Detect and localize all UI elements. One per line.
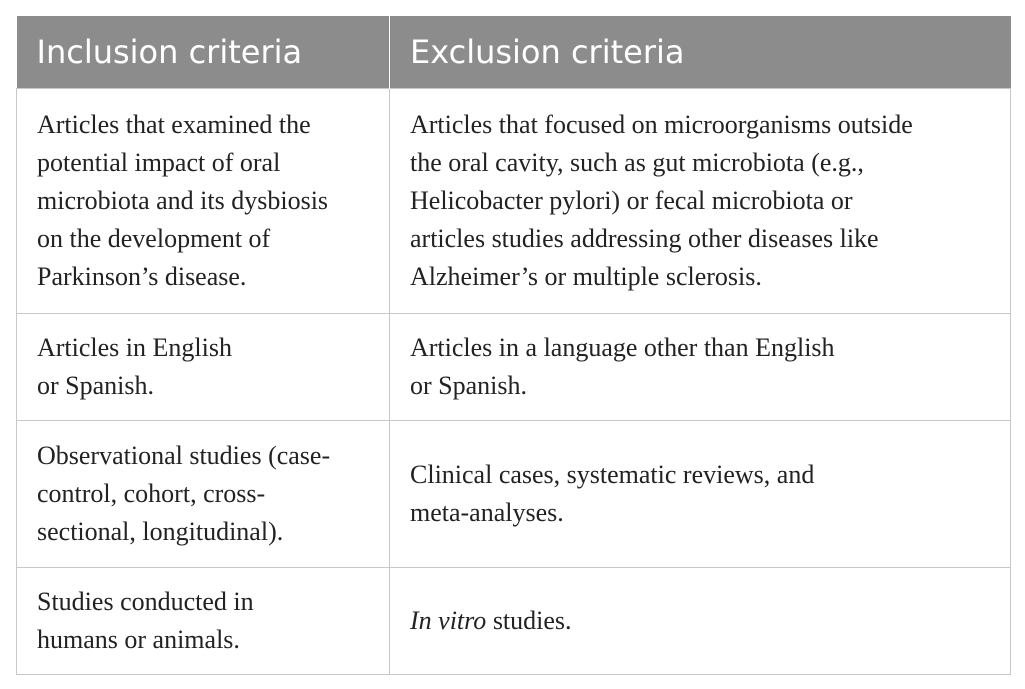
cell-line: Alzheimer’s or multiple sclerosis. bbox=[410, 262, 762, 291]
header-exclusion-criteria: Exclusion criteria bbox=[390, 16, 1011, 89]
cell-text: studies. bbox=[486, 606, 572, 635]
cell-line: Observational studies (case- bbox=[37, 441, 331, 470]
inclusion-cell bbox=[17, 89, 390, 314]
exclusion-cell bbox=[390, 421, 1011, 568]
cell-line: potential impact of oral bbox=[37, 148, 281, 177]
table-row bbox=[17, 314, 1011, 421]
cell-line: control, cohort, cross- bbox=[37, 479, 266, 508]
cell-line: or Spanish. bbox=[37, 371, 154, 400]
header-row bbox=[17, 16, 1011, 89]
cell-line: sectional, longitudinal). bbox=[37, 517, 284, 546]
cell-line: meta-analyses. bbox=[410, 498, 564, 527]
table-row bbox=[17, 568, 1011, 675]
table-row bbox=[17, 89, 1011, 314]
cell-line: Helicobacter pylori) or fecal microbiota or bbox=[410, 186, 853, 215]
cell-line: Articles in English bbox=[37, 333, 232, 362]
inclusion-cell bbox=[17, 421, 390, 568]
cell-line: on the development of bbox=[37, 224, 271, 253]
exclusion-cell bbox=[390, 314, 1011, 421]
header-inclusion-criteria: Inclusion criteria bbox=[17, 16, 390, 89]
cell-line: Studies conducted in bbox=[37, 587, 254, 616]
cell-line: humans or animals. bbox=[37, 625, 240, 654]
cell-line: Articles in a language other than English bbox=[410, 333, 835, 362]
cell-line: articles studies addressing other diseases like bbox=[410, 224, 879, 253]
cell-line: Articles that examined the bbox=[37, 110, 311, 139]
criteria-table bbox=[16, 16, 1011, 675]
table-row bbox=[17, 421, 1011, 568]
cell-line: microbiota and its dysbiosis bbox=[37, 186, 329, 215]
cell-line: Parkinson’s disease. bbox=[37, 262, 247, 291]
italic-term: In vitro bbox=[410, 606, 487, 635]
cell-line: Clinical cases, systematic reviews, and bbox=[410, 460, 815, 489]
cell-line: Articles that focused on microorganisms outside bbox=[410, 110, 913, 139]
inclusion-cell bbox=[17, 314, 390, 421]
inclusion-cell bbox=[17, 568, 390, 675]
exclusion-cell bbox=[390, 568, 1011, 675]
cell-line bbox=[410, 602, 990, 640]
exclusion-cell bbox=[390, 89, 1011, 314]
cell-line: the oral cavity, such as gut microbiota (e.g., bbox=[410, 148, 864, 177]
cell-line: or Spanish. bbox=[410, 371, 527, 400]
